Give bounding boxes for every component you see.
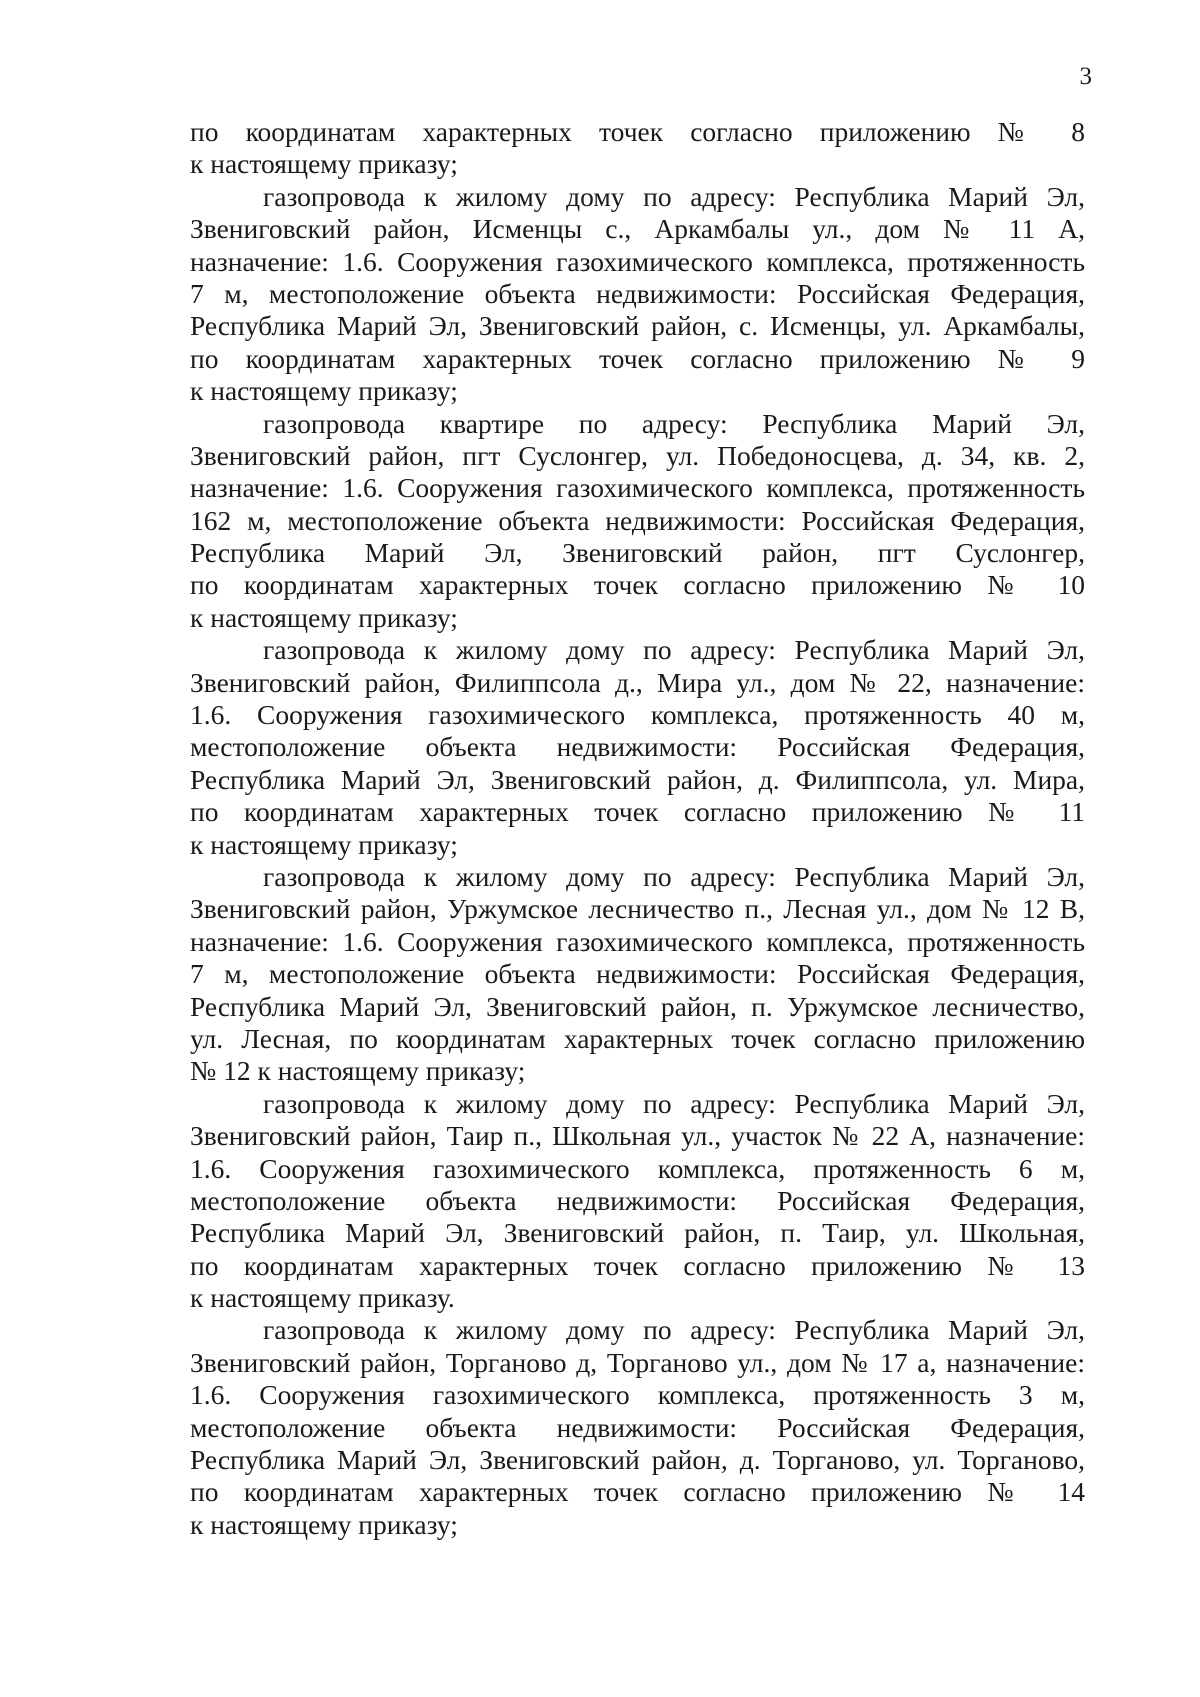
line-text: к настоящему приказу; (190, 1508, 458, 1540)
text-line (190, 1120, 1085, 1152)
text-line (190, 505, 1085, 537)
line-text: назначение: 1.6. Сооружения газохимического комплекса, протяженность (190, 472, 1085, 504)
line-text: газопровода к жилому дому по адресу: Республика Марий Эл, (263, 634, 1085, 666)
line-text: по координатам характерных точек согласно приложению № 11 (190, 796, 1085, 828)
line-text: Звениговский район, Филиппсола д., Мира ул., дом № 22, назначение: (190, 666, 1085, 698)
line-text: 1.6. Сооружения газохимического комплекса, протяженность 40 м, (190, 699, 1085, 731)
line-text: к настоящему приказу; (190, 601, 458, 633)
text-line (190, 991, 1085, 1023)
paragraph-first-line (190, 634, 1085, 666)
line-text: Республика Марий Эл, Звениговский район, п. Таир, ул. Школьная, (190, 1217, 1085, 1249)
line-text: по координатам характерных точек согласно приложению № 13 (190, 1249, 1085, 1281)
text-line (190, 1153, 1085, 1185)
line-text: газопровода к жилому дому по адресу: Республика Марий Эл, (263, 1314, 1085, 1346)
line-text: 7 м, местоположение объекта недвижимости: Российская Федерация, (190, 277, 1085, 309)
text-line (190, 893, 1085, 925)
text-line (190, 148, 1085, 180)
text-line (190, 116, 1085, 148)
line-text: к настоящему приказу; (190, 375, 458, 407)
line-text: по координатам характерных точек согласно приложению № 8 (190, 116, 1085, 147)
text-line (190, 1444, 1085, 1476)
text-line (190, 569, 1085, 601)
text-line (190, 278, 1085, 310)
text-line (190, 1412, 1085, 1444)
text-line (190, 602, 1085, 634)
page-number: 3 (1079, 63, 1092, 90)
line-text: Республика Марий Эл, Звениговский район, пгт Суслонгер, (190, 537, 1085, 569)
line-text: ул. Лесная, по координатам характерных точек согласно приложению (190, 1022, 1085, 1054)
paragraph-first-line (190, 408, 1085, 440)
text-line (190, 1347, 1085, 1379)
line-text: к настоящему приказу. (190, 1282, 455, 1314)
line-text: Республика Марий Эл, Звениговский район, п. Уржумское лесничество, (190, 990, 1085, 1022)
line-text: 1.6. Сооружения газохимического комплекса, протяженность 6 м, (190, 1152, 1085, 1184)
text-line (190, 958, 1085, 990)
line-text: по координатам характерных точек согласно приложению № 9 (190, 342, 1085, 374)
line-text: 1.6. Сооружения газохимического комплекса, протяженность 3 м, (190, 1379, 1085, 1411)
text-line (190, 246, 1085, 278)
line-text: Республика Марий Эл, Звениговский район, с. Исменцы, ул. Аркамбалы, (190, 310, 1085, 342)
line-text: Звениговский район, пгт Суслонгер, ул. Победоносцева, д. 34, кв. 2, (190, 439, 1085, 471)
text-line (190, 213, 1085, 245)
text-line (190, 472, 1085, 504)
text-line (190, 667, 1085, 699)
text-line (190, 1379, 1085, 1411)
line-text: местоположение объекта недвижимости: Российская Федерация, (190, 1411, 1085, 1443)
text-line (190, 343, 1085, 375)
text-line (190, 764, 1085, 796)
line-text: Звениговский район, Таир п., Школьная ул., участок № 22 А, назначение: (190, 1120, 1085, 1152)
line-text: Республика Марий Эл, Звениговский район, д. Торганово, ул. Торганово, (190, 1444, 1085, 1476)
text-line (190, 1185, 1085, 1217)
text-line (190, 796, 1085, 828)
line-text: Звениговский район, Уржумское лесничество п., Лесная ул., дом № 12 В, (190, 893, 1085, 925)
line-text: № 12 к настоящему приказу; (190, 1055, 526, 1087)
text-line (190, 1282, 1085, 1314)
document-body (190, 116, 1085, 1541)
text-line (190, 699, 1085, 731)
line-text: газопровода к жилому дому по адресу: Республика Марий Эл, (263, 180, 1085, 212)
text-line (190, 829, 1085, 861)
text-line (190, 440, 1085, 472)
text-line (190, 310, 1085, 342)
line-text: назначение: 1.6. Сооружения газохимического комплекса, протяженность (190, 925, 1085, 957)
text-line (190, 926, 1085, 958)
paragraph-first-line (190, 1088, 1085, 1120)
line-text: к настоящему приказу; (190, 828, 458, 860)
line-text: по координатам характерных точек согласно приложению № 10 (190, 569, 1085, 601)
line-text: газопровода к жилому дому по адресу: Республика Марий Эл, (263, 1087, 1085, 1119)
line-text: 7 м, местоположение объекта недвижимости: Российская Федерация, (190, 958, 1085, 990)
text-line (190, 537, 1085, 569)
line-text: местоположение объекта недвижимости: Российская Федерация, (190, 731, 1085, 763)
line-text: Звениговский район, Исменцы с., Аркамбалы ул., дом № 11 А, (190, 213, 1085, 245)
text-line (190, 1217, 1085, 1249)
paragraph-first-line (190, 861, 1085, 893)
text-line (190, 375, 1085, 407)
text-line (190, 1023, 1085, 1055)
line-text: Звениговский район, Торганово д, Торганово ул., дом № 17 а, назначение: (190, 1346, 1085, 1378)
line-text: к настоящему приказу; (190, 148, 458, 180)
text-line (190, 1250, 1085, 1282)
line-text: Республика Марий Эл, Звениговский район, д. Филиппсола, ул. Мира, (190, 763, 1085, 795)
paragraph-first-line (190, 1314, 1085, 1346)
line-text: 162 м, местоположение объекта недвижимости: Российская Федерация, (190, 504, 1085, 536)
line-text: по координатам характерных точек согласно приложению № 14 (190, 1476, 1085, 1508)
text-line (190, 1476, 1085, 1508)
text-line (190, 1055, 1085, 1087)
line-text: газопровода к жилому дому по адресу: Республика Марий Эл, (263, 860, 1085, 892)
line-text: местоположение объекта недвижимости: Российская Федерация, (190, 1184, 1085, 1216)
text-line (190, 1509, 1085, 1541)
line-text: назначение: 1.6. Сооружения газохимического комплекса, протяженность (190, 245, 1085, 277)
paragraph-first-line (190, 181, 1085, 213)
line-text: газопровода квартире по адресу: Республика Марий Эл, (263, 407, 1085, 439)
text-line (190, 731, 1085, 763)
